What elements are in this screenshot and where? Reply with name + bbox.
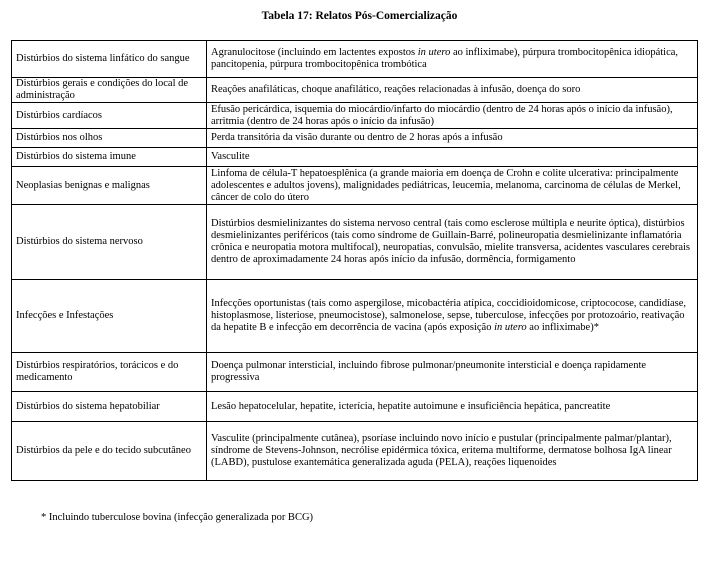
italic-text-segment: in utero [494,322,527,334]
category-cell: Distúrbios gerais e condições do local de administração [12,78,207,103]
text-segment: Vasculite (principalmente cutânea), psoríase incluindo novo início e pustular (principalmente palmar/plantar), síndrome de Stevens-Johnson, necrólise epidérmica tóxica, eritema multiforme, dermatose bolhosa IgA linear (LABD), pustulose exantemática generalizada aguda (PELA), reações liquenoides [211,433,672,469]
category-cell: Distúrbios cardíacos [12,103,207,129]
text-segment: Lesão hepatocelular, hepatite, icterícia, hepatite autoimune e insuficiência hepática, pancreatite [211,400,611,412]
events-cell [207,78,698,103]
table-row [12,280,698,353]
events-cell [207,129,698,148]
table-row [12,41,698,78]
table-row [12,148,698,167]
events-cell [207,422,698,481]
table-row [12,353,698,392]
category-cell: Distúrbios do sistema linfático do sangue [12,41,207,78]
text-segment: Doença pulmonar intersticial, incluindo fibrose pulmonar/pneumonite intersticial e doença rapidamente progressiva [211,360,647,384]
category-cell: Distúrbios nos olhos [12,129,207,148]
events-cell [207,392,698,422]
footnote: * Incluindo tuberculose bovina (infecção generalizada por BCG) [41,512,314,523]
text-segment: Distúrbios desmielinizantes do sistema nervoso central (tais como esclerose múltipla e neurite óptica), distúrbios desmielinizantes periféricos (tais como síndrome de Guillain-Barré, polineuropatia desmielinizante inflamatória crônica e neuropatia motora multifocal), neuropatias, convulsão, mielite transversa, acidentes vasculares cerebrais dentro de aproximadamente 24 horas após início da infusão, dormência, formigamento [211,218,691,266]
table-row [12,78,698,103]
table-row [12,103,698,129]
events-cell [207,148,698,167]
category-cell: Infecções e Infestações [12,280,207,353]
events-cell [207,41,698,78]
text-segment: ao infliximabe)* [526,322,599,334]
text-segment: ao infliximabe), púrpura trombocitopênica idiopática, pancitopenia, púrpura trombocitopênica trombótica [211,46,679,70]
category-cell: Distúrbios respiratórios, torácicos e do medicamento [12,353,207,392]
text-segment: Efusão pericárdica, isquemia do miocárdio/infarto do miocárdio (dentro de 24 horas após o início da infusão), arritmia (dentro de 24 horas após o início da infusão) [211,103,673,127]
table-body [12,41,698,481]
category-cell: Distúrbios do sistema imune [12,148,207,167]
text-segment: Reações anafiláticas, choque anafilático, reações relacionadas à infusão, doença do soro [211,84,581,96]
table-row [12,129,698,148]
text-segment: Vasculite [211,151,250,163]
events-cell [207,205,698,280]
page-title: Tabela 17: Relatos Pós-Comercialização [261,10,458,22]
table-row [12,422,698,481]
text-segment: Agranulocitose (incluindo em lactentes expostos [211,46,418,58]
category-cell: Distúrbios do sistema hepatobiliar [12,392,207,422]
table-row [12,392,698,422]
events-cell [207,353,698,392]
italic-text-segment: in utero [417,46,451,58]
text-segment: Linfoma de célula-T hepatoesplênica (a grande maioria em doença de Crohn e colite ulcerativa: principalmente adolescentes e adultos jovens), malignidades pediátricas, leucemia, melanoma, carcinoma de células de Merkel, câncer de colo do útero [211,167,681,203]
text-segment: Infecções oportunistas (tais como aspergilose, micobactéria atípica, coccidioidomicose, criptococose, candidíase, histoplasmose, listeriose, pneumocistose), salmonelose, sepse, tuberculose, infecções por protozoário, reativação da hepatite B e infecção em decorrência de vacina (após exposição [211,298,687,334]
table-row [12,167,698,205]
adverse-events-table [11,40,698,481]
category-cell: Distúrbios da pele e do tecido subcutâneo [12,422,207,481]
category-cell: Distúrbios do sistema nervoso [12,205,207,280]
events-cell [207,167,698,205]
events-cell [207,280,698,353]
table-row [12,205,698,280]
events-cell [207,103,698,129]
text-segment: Perda transitória da visão durante ou dentro de 2 horas após a infusão [211,132,503,144]
category-cell: Neoplasias benignas e malignas [12,167,207,205]
